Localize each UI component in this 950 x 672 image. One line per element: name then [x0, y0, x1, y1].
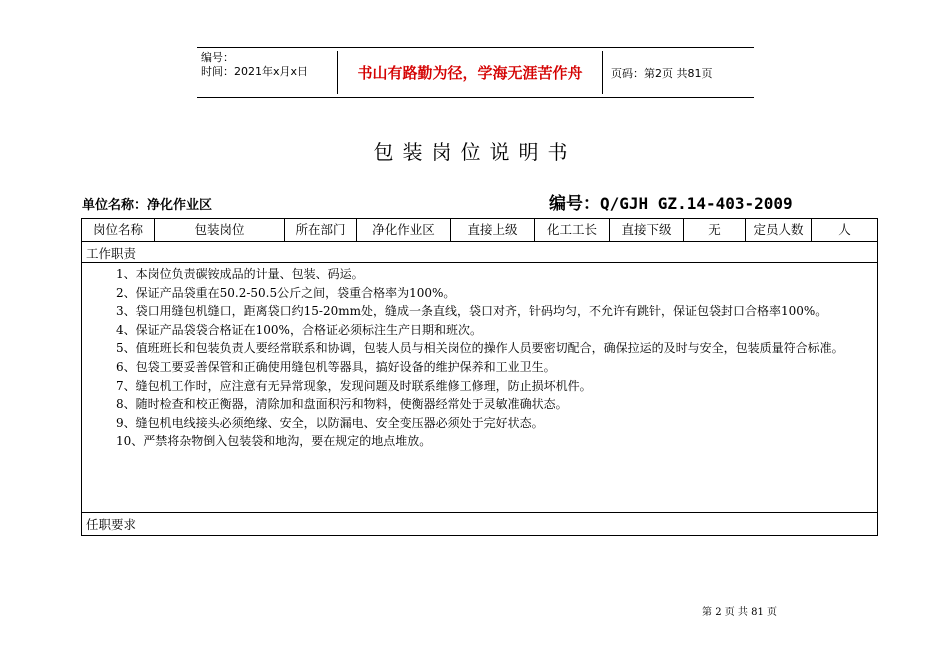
page-footer: 第 2 页 共 81 页 [702, 607, 777, 618]
list-item: 5、值班班长和包装负责人要经常联系和协调，包装人员与相关岗位的操作人员要密切配合，确保拉运的及时与安全，包装质量符合标准。 [116, 341, 844, 356]
table-cell: 无 [684, 219, 746, 241]
table-cell: 人 [838, 222, 851, 237]
header-meta [197, 48, 337, 97]
table-cell: 化工工长 [535, 219, 610, 241]
list-item: 1、本岗位负责碳铵成品的计量、包装、码运。 [116, 267, 364, 281]
responsibilities-heading: 工作职责 [86, 246, 137, 261]
table-cell: 净化作业区 [357, 219, 451, 241]
list-item: 3、袋口用缝包机缝口，距离袋口约15-20mm处，缝成一条直线，袋口对齐，针码均匀，不允许有跳针，保证包袋封口合格率100%。 [116, 304, 828, 319]
header-number-label: 编号： [201, 51, 234, 64]
table-cell: 定员人数 [746, 219, 812, 241]
list-item: 10、严禁将杂物倒入包装袋和地沟，要在规定的地点堆放。 [116, 434, 432, 449]
list-item: 9、缝包机电线接头必须绝缘、安全，以防漏电、安全变压器必须处于完好状态。 [116, 415, 544, 430]
duties-list [88, 265, 874, 451]
document-title: 包装岗位说明书 [373, 140, 577, 164]
table-cell: 直接上级 [451, 219, 535, 241]
header-motto: 书山有路勤为径，学海无涯苦作舟 [337, 51, 603, 94]
header-page-label: 页码：第2页 共81页 [611, 66, 713, 80]
table-cell: 岗位名称 [82, 219, 155, 241]
list-item: 2、保证产品袋重在50.2-50.5公斤之间，袋重合格率为100%。 [116, 285, 456, 300]
table-cell: 直接下级 [610, 219, 684, 241]
list-item: 7、缝包机工作时，应注意有无异常现象，发现问题及时联系维修工修理，防止损坏机件。 [116, 378, 592, 393]
document-number-label: 编号： [549, 194, 600, 214]
job-description-table [81, 218, 878, 536]
list-item: 8、随时检查和校正衡器，清除加和盘面积污和物料，使衡器经常处于灵敏准确状态。 [116, 397, 568, 412]
page-header [197, 47, 754, 98]
table-cell: 所在部门 [285, 219, 357, 241]
table-cell: 包装岗位 [155, 219, 285, 241]
header-time: 时间：2021年x月x日 [201, 65, 309, 78]
requirements-heading: 任职要求 [86, 517, 137, 532]
list-item: 6、包袋工要妥善保管和正确使用缝包机等器具，搞好设备的维护保养和工业卫生。 [116, 359, 556, 374]
unit-name: 单位名称：净化作业区 [82, 198, 213, 213]
document-number [549, 189, 793, 214]
list-item: 4、保证产品袋袋合格证在100%，合格证必须标注生产日期和班次。 [116, 322, 482, 337]
document-number-value: Q/GJH GZ.14-403-2009 [600, 194, 793, 213]
table-header-row [82, 219, 877, 242]
divider [82, 262, 877, 263]
divider [82, 512, 877, 513]
